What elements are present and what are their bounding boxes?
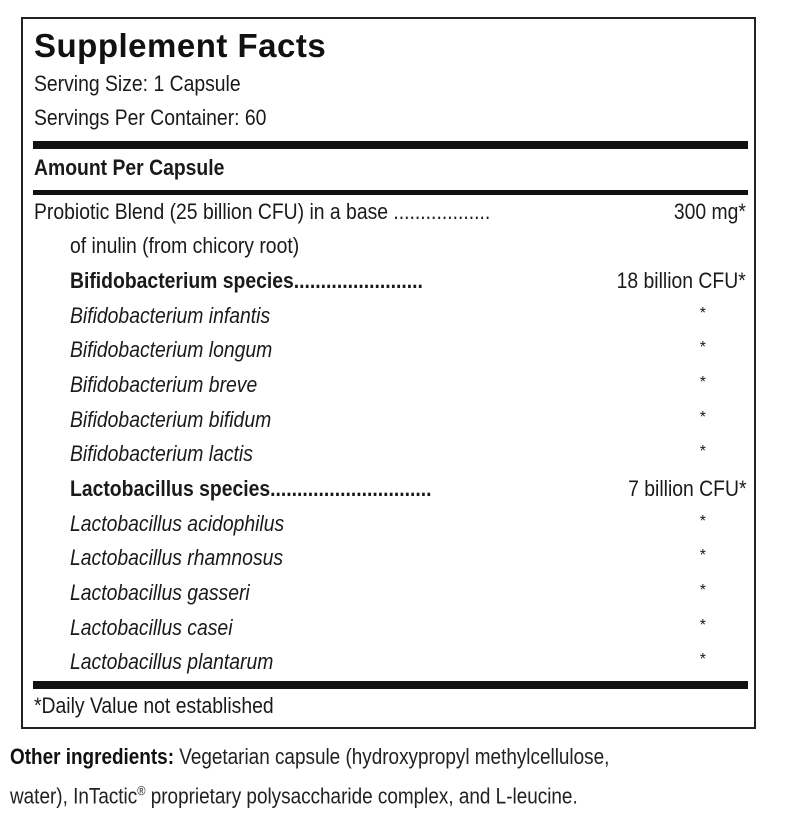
ingredient-row: Bifidobacterium infantis * — [70, 303, 706, 328]
ingredient-row: Lactobacillus plantarum * — [70, 649, 706, 674]
divider — [33, 190, 748, 195]
thick-divider — [33, 681, 748, 689]
ingredient-row: Bifidobacterium bifidum * — [70, 407, 706, 432]
ingredient-row: Probiotic Blend (25 billion CFU) in a base .................. 300 mg* — [34, 199, 746, 224]
panel-title: Supplement Facts — [34, 27, 327, 64]
thick-divider — [33, 141, 748, 149]
ingredient-row: Lactobacillus rhamnosus * — [70, 545, 706, 570]
servings-per-container: Servings Per Container: 60 — [34, 105, 267, 130]
ingredient-row: Lactobacillus gasseri * — [70, 580, 706, 605]
serving-size: Serving Size: 1 Capsule — [34, 71, 241, 96]
registered-mark: ® — [137, 783, 146, 798]
ingredient-row: Lactobacillus casei * — [70, 615, 706, 640]
ingredient-row: Bifidobacterium breve * — [70, 372, 706, 397]
ingredient-row: Lactobacillus acidophilus * — [70, 511, 706, 536]
ingredient-row: of inulin (from chicory root) — [70, 233, 300, 258]
other-ingredients: Other ingredients: Vegetarian capsule (hydroxypropyl methylcellulose, water), InTactic® proprietary polysaccharide complex, and L-leucine. — [10, 744, 610, 809]
supplement-facts-panel — [21, 17, 756, 729]
footnote: *Daily Value not established — [34, 693, 274, 718]
ingredient-row: Bifidobacterium lactis * — [70, 441, 706, 466]
amount-per-header: Amount Per Capsule — [34, 155, 225, 180]
other-ingredients-label: Other ingredients: — [10, 744, 174, 769]
ingredient-row: Lactobacillus species.............................. 7 billion CFU* — [70, 476, 746, 501]
ingredient-row: Bifidobacterium species........................ 18 billion CFU* — [70, 268, 746, 293]
ingredient-row: Bifidobacterium longum * — [70, 337, 706, 362]
